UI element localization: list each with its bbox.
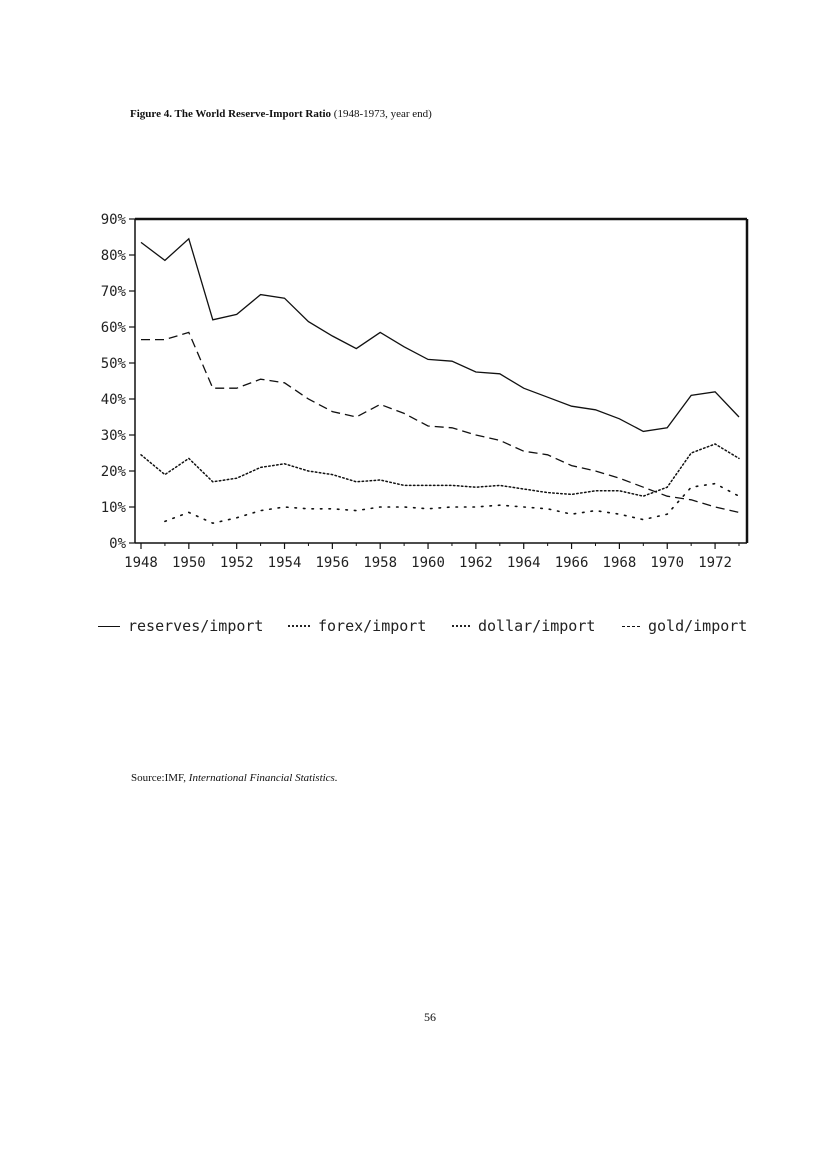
- y-tick-label: 20%: [100, 464, 126, 480]
- chart-legend: [98, 617, 758, 641]
- x-tick-label: 1958: [363, 555, 398, 571]
- x-tick-label: 1964: [506, 555, 541, 571]
- y-tick-label: 80%: [100, 248, 126, 264]
- series-line-gold-import: [141, 332, 739, 512]
- y-tick-label: 40%: [100, 392, 126, 408]
- source-note: [131, 772, 338, 784]
- x-tick-label: 1954: [267, 555, 302, 571]
- series-layer: [141, 239, 739, 523]
- y-tick-label: 70%: [100, 284, 126, 300]
- legend-swatch-dashed: [622, 626, 640, 627]
- y-tick-label: 50%: [100, 356, 126, 372]
- x-tick-label: 1962: [459, 555, 493, 571]
- y-tick-label: 30%: [100, 428, 126, 444]
- legend-item-gold: [622, 617, 747, 635]
- x-tick-label: 1952: [219, 555, 254, 571]
- y-tick-label: 10%: [100, 500, 126, 516]
- source-prefix: Source:IMF,: [131, 772, 187, 784]
- x-tick-label: 1970: [650, 555, 685, 571]
- y-tick-label: 90%: [100, 212, 126, 228]
- x-tick-label: 1956: [315, 555, 350, 571]
- tick-labels-layer: [101, 212, 732, 571]
- legend-label-reserves: reserves/import: [128, 617, 264, 635]
- series-line-dollar-import: [165, 484, 739, 524]
- legend-swatch-sparse-dotted: [452, 625, 470, 627]
- legend-item-dollar: [452, 617, 595, 635]
- page-number: 56: [424, 1010, 436, 1024]
- x-tick-label: 1960: [411, 555, 445, 571]
- series-line-forex-import: [141, 444, 739, 496]
- axes-layer: [129, 219, 747, 549]
- figure-caption-label: Figure 4. The World Reserve-Import Ratio: [130, 108, 332, 120]
- x-tick-label: 1966: [554, 555, 589, 571]
- x-tick-label: 1950: [171, 555, 206, 571]
- figure-caption-qualifier: (1948-1973, year end): [333, 108, 432, 120]
- legend-label-gold: gold/import: [648, 617, 748, 635]
- source-publication: International Financial Statistics.: [188, 772, 338, 784]
- y-tick-label: 60%: [100, 320, 126, 336]
- x-tick-label: 1948: [124, 555, 158, 571]
- legend-swatch-solid: [98, 626, 120, 627]
- legend-item-reserves: [98, 617, 263, 635]
- y-tick-label: 0%: [109, 536, 126, 552]
- legend-label-dollar: dollar/import: [478, 617, 596, 635]
- legend-label-forex: forex/import: [318, 617, 427, 635]
- series-line-reserves-import: [141, 239, 739, 432]
- legend-swatch-dotted: [288, 625, 310, 627]
- legend-item-forex: [288, 617, 426, 635]
- x-tick-label: 1972: [698, 555, 732, 571]
- x-tick-label: 1968: [602, 555, 637, 571]
